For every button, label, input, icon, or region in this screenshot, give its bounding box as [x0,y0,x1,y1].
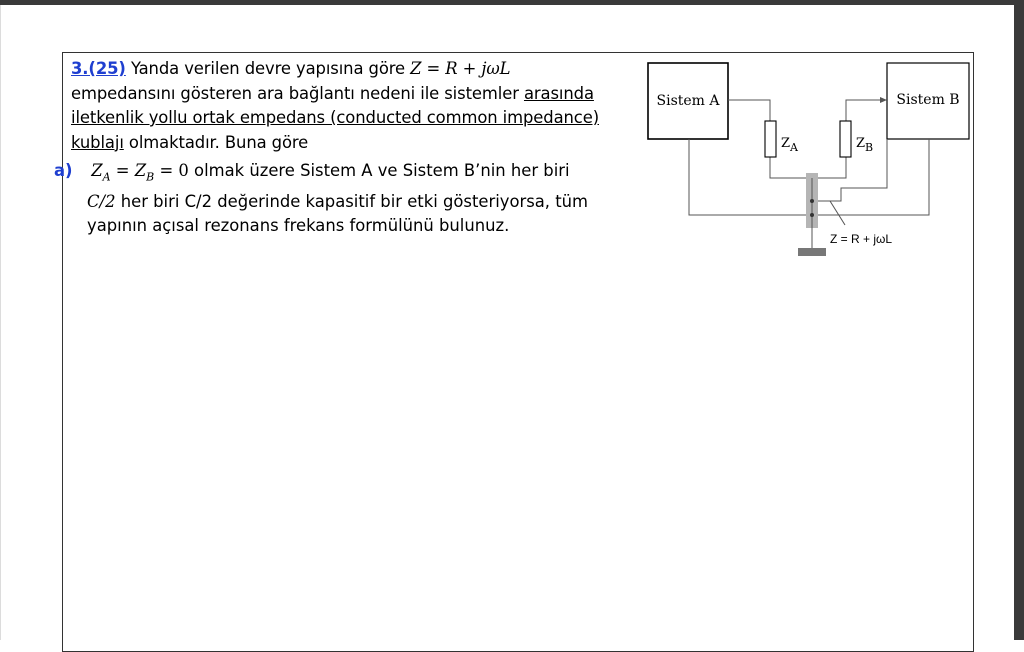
z-equation-label: Z = R + jωL [830,232,893,246]
question-number[interactable]: 3.(25) [71,59,126,78]
part-a-condition: $Z_A = Z_B = 0$ [91,161,189,184]
question-line-3: iletkenlik yollu ortak empedans (conducted common impedance) [71,108,599,127]
question-line-4 [71,131,611,156]
part-a-line-1 [54,159,614,190]
part-a-c-half: C/2 [87,191,116,211]
window-right-bar [1014,0,1024,640]
part-a-line-2-text: her biri C/2 değerinde kapasitif bir etki gösteriyorsa, tüm [120,191,589,211]
question-line-4-underlined: kublajı [71,132,124,152]
question-line-4-text: olmaktadır. Buna göre [128,132,309,152]
part-a [54,159,614,239]
question-intro: Yanda verilen devre yapısına göre [130,59,406,78]
question-line-2 [71,82,611,107]
node-dot [810,199,814,203]
node-dot [810,213,814,217]
question-line-2-text: empedansını gösteren ara bağlantı nedeni ile sistemler [71,83,519,103]
ground-symbol [798,248,826,256]
question-text [71,57,611,155]
zb-resistor-icon [840,121,851,157]
question-formula: Z = R + jωL [410,59,511,78]
question-box [54,52,974,652]
part-a-line-1-text: olmak üzere Sistem A ve Sistem B’nin her biri [194,161,570,180]
za-label: $Z_A$ [781,136,798,154]
system-b-label: Sistem B [896,92,960,108]
system-a-label: Sistem A [656,93,720,109]
page-edge [0,5,1,640]
arrow-head [880,97,887,103]
z-pointer-line [830,201,845,225]
za-resistor-icon [765,121,776,157]
zb-label: $Z_B$ [856,136,874,154]
part-a-line-2 [54,190,614,215]
part-a-label: a) [54,161,73,180]
circuit-diagram [640,53,970,263]
window-top-bar [0,0,1024,5]
question-line-2-underlined: arasında [523,83,594,103]
part-a-line-3: yapının açısal rezonans frekans formülünü bulunuz. [87,216,510,236]
question-line-1 [71,57,611,82]
